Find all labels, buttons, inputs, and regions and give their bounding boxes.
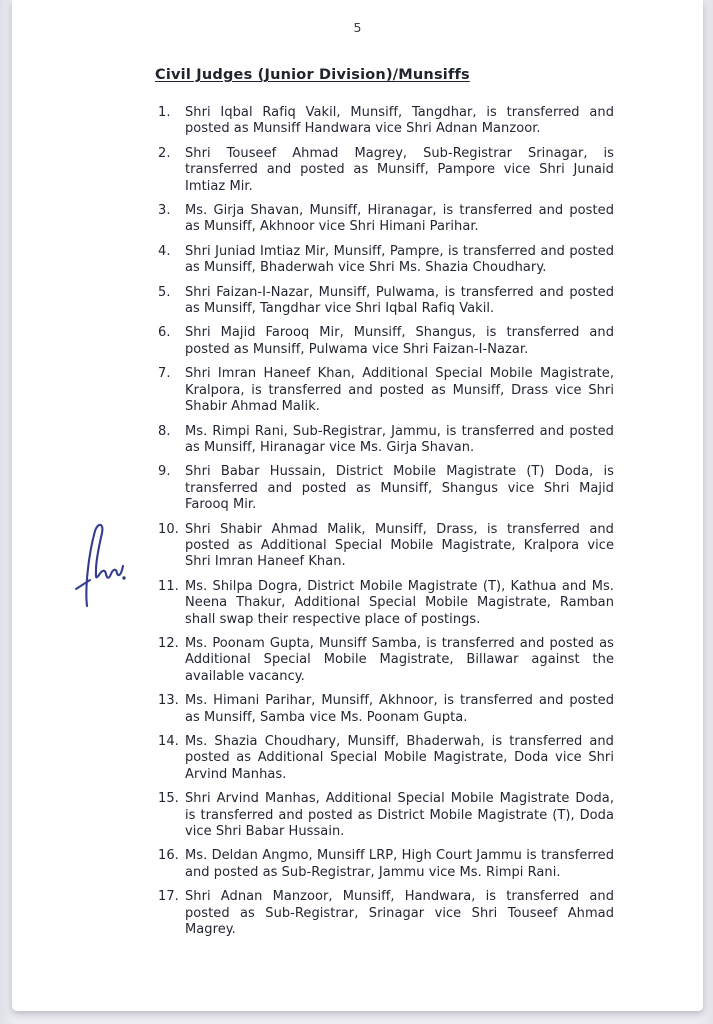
list-item — [158, 325, 614, 358]
item-text: Shri Arvind Manhas, Additional Special Mobile Magistrate Doda, is transferred and posted as District Mobile Magistrate (T), Doda vice Shri Babar Hussain. — [185, 791, 614, 840]
item-number: 17. — [158, 889, 179, 905]
item-number: 4. — [158, 243, 171, 259]
item-number: 8. — [158, 423, 171, 439]
item-number: 12. — [158, 635, 179, 651]
item-text: Shri Touseef Ahmad Magrey, Sub-Registrar Srinagar, is transferred and posted as Munsiff, Pampore vice Shri Junaid Imtiaz Mir. — [185, 145, 614, 194]
handwritten-signature-mark — [72, 516, 144, 616]
item-number: 13. — [158, 693, 179, 709]
transfer-list — [158, 105, 614, 938]
list-item — [158, 285, 614, 318]
item-number: 2. — [158, 145, 171, 161]
item-text: Ms. Himani Parihar, Munsiff, Akhnoor, is transferred and posted as Munsiff, Samba vice Ms. Poonam Gupta. — [185, 693, 614, 725]
list-item — [158, 522, 614, 571]
item-text: Shri Faizan-I-Nazar, Munsiff, Pulwama, is transferred and posted as Munsiff, Tangdhar vice Shri Iqbal Rafiq Vakil. — [185, 284, 614, 317]
item-number: 16. — [158, 848, 179, 864]
list-item — [158, 424, 614, 457]
item-number: 6. — [158, 325, 171, 341]
item-text: Shri Shabir Ahmad Malik, Munsiff, Drass, is transferred and posted as Additional Special Mobile Magistrate, Kralpora vice Shri Imran Haneef Khan. — [185, 521, 614, 570]
list-item — [158, 734, 614, 783]
list-item — [158, 203, 614, 236]
list-item — [158, 579, 614, 628]
item-text: Ms. Shazia Choudhary, Munsiff, Bhaderwah, is transferred and posted as Additional Special Mobile Magistrate, Doda vice Shri Arvind Manhas. — [185, 734, 614, 782]
list-item — [158, 791, 614, 840]
item-number: 3. — [158, 203, 171, 219]
item-number: 11. — [158, 578, 179, 594]
item-number: 5. — [158, 284, 171, 300]
item-text: Shri Imran Haneef Khan, Additional Special Mobile Magistrate, Kralpora, is transferred and posted as Munsiff, Drass vice Shri Shabir Ahmad Malik. — [185, 366, 614, 415]
item-text: Ms. Poonam Gupta, Munsiff Samba, is transferred and posted as Additional Special Mobile Magistrate, Billawar against the available vacancy. — [185, 635, 614, 684]
item-text: Ms. Deldan Angmo, Munsiff LRP, High Court Jammu is transferred and posted as Sub-Registrar, Jammu vice Ms. Rimpi Rani. — [185, 848, 614, 880]
item-number: 9. — [158, 464, 171, 480]
item-text: Ms. Rimpi Rani, Sub-Registrar, Jammu, is transferred and posted as Munsiff, Hiranagar vice Ms. Girja Shavan. — [185, 423, 614, 455]
item-text: Shri Babar Hussain, District Mobile Magistrate (T) Doda, is transferred and posted as Munsiff, Shangus vice Shri Majid Farooq Mir. — [185, 464, 614, 513]
list-item — [158, 105, 614, 138]
document-page — [12, 0, 703, 1011]
list-item — [158, 636, 614, 685]
item-number: 1. — [158, 105, 171, 120]
item-text: Shri Majid Farooq Mir, Munsiff, Shangus, is transferred and posted as Munsiff, Pulwama vice Shri Faizan-I-Nazar. — [185, 325, 614, 357]
item-number: 15. — [158, 791, 179, 807]
list-item — [158, 244, 614, 277]
item-number: 10. — [158, 521, 179, 537]
list-item — [158, 366, 614, 415]
item-text: Ms. Shilpa Dogra, District Mobile Magistrate (T), Kathua and Ms. Neena Thakur, Additional Special Mobile Magistrate, Ramban shall swap their respective place of postings. — [185, 578, 614, 627]
list-item — [158, 464, 614, 513]
page-number: 5 — [353, 20, 362, 35]
item-text: Ms. Girja Shavan, Munsiff, Hiranagar, is transferred and posted as Munsiff, Akhnoor vice Shri Himani Parihar. — [185, 203, 614, 235]
item-number: 7. — [158, 366, 171, 382]
list-item — [158, 146, 614, 195]
item-text: Shri Iqbal Rafiq Vakil, Munsiff, Tangdhar, is transferred and posted as Munsiff Handwara vice Shri Adnan Manzoor. — [185, 105, 614, 137]
list-item — [158, 889, 614, 938]
list-item — [158, 693, 614, 726]
item-text: Shri Juniad Imtiaz Mir, Munsiff, Pampre, is transferred and posted as Munsiff, Bhaderwah vice Shri Ms. Shazia Choudhary. — [185, 243, 614, 276]
list-item — [158, 848, 614, 881]
item-text: Shri Adnan Manzoor, Munsiff, Handwara, is transferred and posted as Sub-Registrar, Srinagar vice Shri Touseef Ahmad Magrey. — [185, 889, 614, 938]
item-number: 14. — [158, 734, 179, 749]
section-heading: Civil Judges (Junior Division)/Munsiffs — [155, 67, 470, 83]
